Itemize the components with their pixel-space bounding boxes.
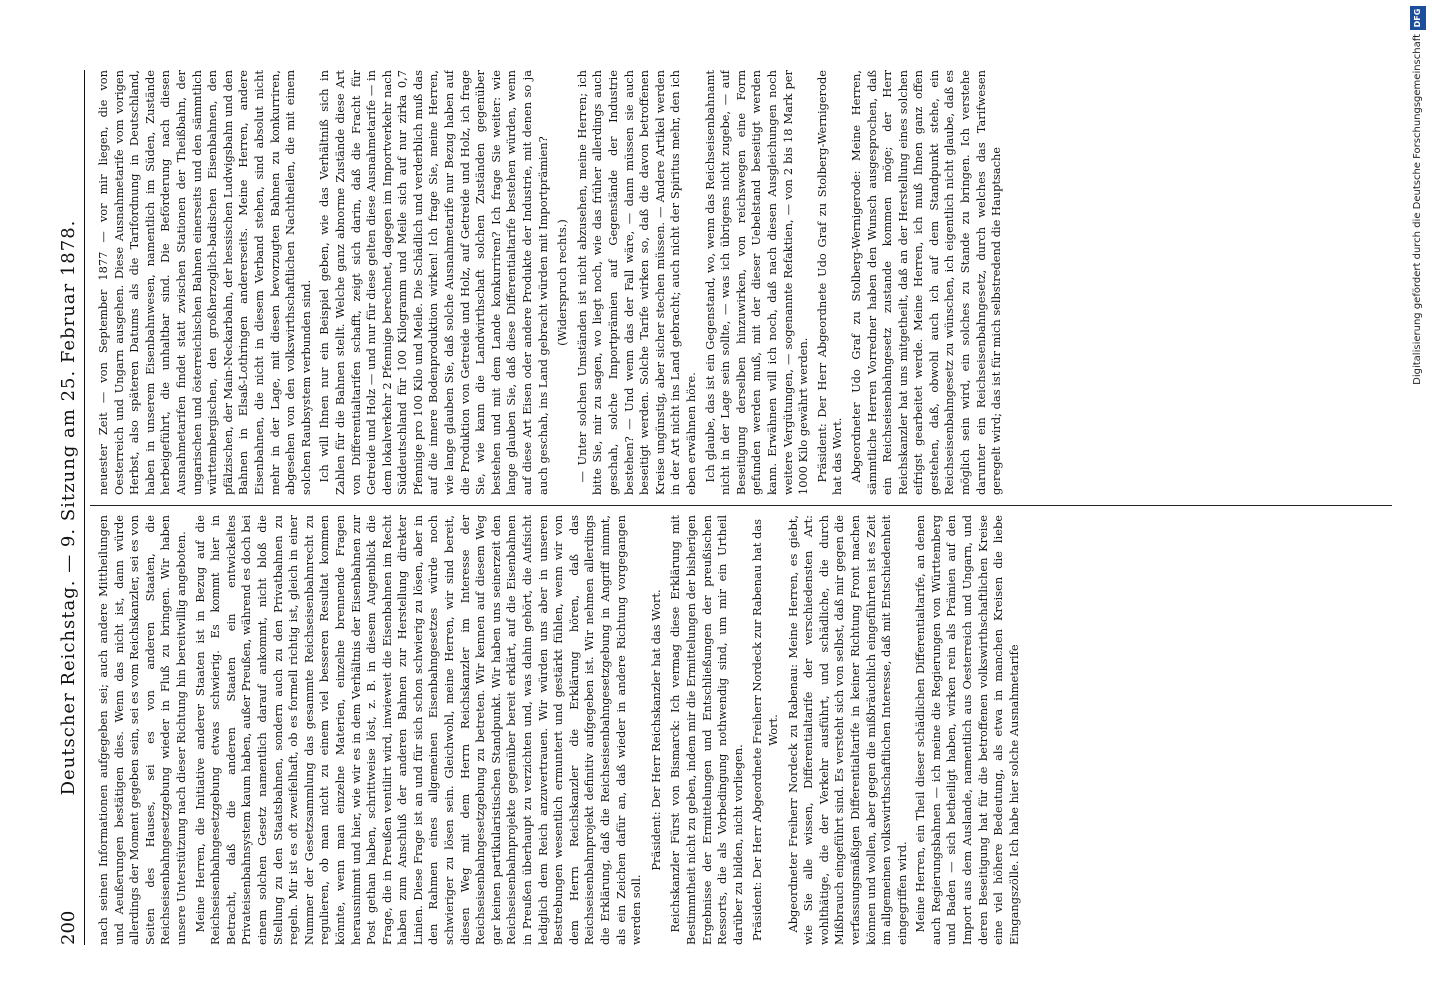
paragraph: — Unter solchen Umständen ist nicht abzusehen, meine Herren; ich bitte Sie, mir zu sagen, wo liegt noch, wie das früher allerdings auch geschah, solche Importprämien auf Gegenstände der Industrie bestehen? — Und wenn das der Fall wäre, — dann müssen sie auch beseitigt werden. Solche Tarife wirken so, daß die davon betroffenen Kreise ungünstig, aber sicher stechen müssen. — Andere Artikel werden in der Art nicht ins Land gebracht; auch nicht der Spiritus mehr, den ich eben erwähnen höre.: [574, 70, 698, 495]
dfg-logo-icon: DFG: [1410, 6, 1426, 30]
paragraph: Ich will Ihnen nur ein Beispiel geben, wie das Verhältniß sich in Zahlen für die Bahnen stellt. Welche ganz abnorme Zustände diese Art von Differentialtarifen schafft, zeigt sich darin, daß die Fracht für Getreide und Holz — und nur für diese gelten diese Ausnahmetarife — in dem lokalverkehr 2 Pfennige berechnet, dagegen im Importverkehr nach Süddeutschland für 100 Kilogramm und Meile sich auf nur zirka 0,7 Pfennige pro 100 Kilo und Meile. Die Schädlich und verderblich muß das auf die innere Bodenproduktion wirken! Ich frage Sie, meine Herren, wie lange glauben Sie, daß solche Ausnahmetarife nur Bezug haben auf die Produktion von Getreide und Holz, auf Getreide und Holz, ich frage Sie, wie kann die Landwirthschaft solchen Zuständen gegenüber bestehen und mit dem Lande konkurriren? Ich frage Sie weiter: wie lange glauben Sie, daß diese Differentialtarife bestehen würden, wenn auf diese Art Eisen oder andere Produkte der Industrie, mit denen so ja auch geschah, ins Land gebracht würden mit Importprämien?: [317, 70, 550, 495]
paragraph: Ich glaube, das ist ein Gegenstand, wo, wenn das Reichseisenbahnamt nicht in der Lage sein sollte, — was ich übrigens nicht zugebe, — auf Beseitigung derselben hinzuwirken, von reichswegen eine Form gefunden werden muß, mit der dieser Uebelstand beseitigt werden kann. Erwähnen will ich noch, daß nach diesen Ausgleichungen noch weitere Vergütungen, — sogenannte Refaktien, — von 2 bis 18 Mark per 1000 Kilo gewährt werden.: [702, 70, 811, 495]
page-footer: [1404, 0, 1426, 1000]
paragraph: Reichskanzler Fürst von Bismarck: Ich vermag diese Erklärung mit Bestimmtheit nicht zu geben, indem mir die Ermittelungen der bisherigen Ergebnisse der Ermittelungen und Entschließungen der preußischen Ressorts, die als Vorbedingung nothwendig sind, um mir ein Urtheil darüber zu bilden, nicht vorliegen.: [668, 515, 745, 945]
speaker-line: Präsident: Der Herr Reichskanzler hat das Wort.: [648, 589, 663, 871]
paragraph: Meine Herren, die Initiative anderer Staaten ist in Bezug auf die Reichseisenbahngesetzgebung etwas schwierig. Es kommt hier in Betracht, daß die anderen Staaten ein entwickeltes Privateisenbahnsystem kaum haben, außer Preußen, während es doch bei einem solchen Gesetz namentlich darauf ankommt, nicht bloß die Stellung zu den Staatsbahnen, sondern auch zu den Privatbahnen zu regeln. Mir ist es oft zweifelhaft, ob es formell richtig ist, gleich in einer Nummer der Gesetzsammlung das gesammte Reichseisenbahnrecht zu regulieren, ob man nicht zu einem viel besseren Resultat kommen könnte, wenn man einzelne Materien, einzelne brennende Fragen herausnimmt und hier, wie wir es in dem Verhältnis der Eisenbahnen zur Post gethan haben, schrittweise löst, z. B. in diesem Augenblick die Frage, die in Preußen ventilirt wird, inwieweit die Eisenbahnen im Recht haben zum Anschluß der anderen Bahnen zur Herstellung direkter Linien. Diese Frage ist an und für sich schon schwierig zu lösen, aber in den Rahmen eines allgemeinen Eisenbahngesetzes würde noch schwieriger zu lösen sein. Gleichwohl, meine Herren, wir sind bereit, diesen Weg mit dem Herrn Reichskanzler im Interesse der Reichseisenbahngesetzgebung zu betreten. Wir kennen auf diesem Weg gar keinen partikularistischen Standpunkt. Wir haben uns seinerzeit den Reichseisenbahnprojekte gegenüber bereit erklärt, auf die Eisenbahnen in Preußen überhaupt zu verzichten und, was dahin gehört, die Aufsicht lediglich dem Reich anzuvertrauen. Wir würden uns aber in unseren Bestrebungen wesentlich ermuntert und gestärkt fühlen, wenn wir von dem Herrn Reichskanzler die Erklärung hören, daß das Reichseisenbahnprojekt definitiv aufgegeben ist. Wir nehmen allerdings die Erklärung, daß die Reichseisenbahngesetzgebung in Angriff nimmt, als ein Zeichen dafür an, daß wieder in andere Richtung vorgegangen werden soll.: [192, 515, 644, 945]
speaker-line: Präsident: Der Herr Abgeordnete Freiherr Nordeck zur Rabenau hat das Wort.: [750, 519, 780, 942]
right-column: [96, 70, 1392, 495]
page-header: [56, 70, 82, 945]
paragraph: Meine Herren, ein Theil dieser schädlichen Differentialtarife, an denen auch Regierungsbahnen — ich meine die Regierungen von Württemberg und Baden — sich betheiligt haben, wirken rein als Prämien auf den Import aus dem Auslande, namentlich aus Oesterreich und Ungarn, und deren Beseitigung hat für die betroffenen volkswirthschaftlichen Kreise eine viel höhere Bedeutung, als etwa in manchen Kreisen die liebe Eingangszölle. Ich habe hier solche Ausnahmetarife: [913, 515, 1021, 945]
speaker-line: Präsident: Der Herr Abgeordnete Udo Graf zu Stolberg-Wernigerode hat das Wort.: [814, 70, 845, 495]
header-rule: [84, 70, 85, 945]
paragraph: nach seinen Informationen aufgegeben sei; auch andere Mittheilungen und Aeußerungen bestätigen dies. Wenn das nicht ist, dann würde allerdings der Moment gegeben sein, sei es vom Reichskanzler, sei es von Seiten des Hauses, sei es von anderen Staaten, die Reichseisenbahngesetzgebung wieder in Fluß zu bringen. Wir haben unsere Unterstützung nach dieser Richtung hin bereitwillig angeboten.: [96, 515, 188, 945]
paragraph: neuester Zeit — von September 1877 — vor mir liegen, die von Oesterreich und Ungarn ausgehen. Diese Ausnahmetarife vom vorigen Herbst, also späteren Datums als die Tarifordnung in Deutschland, haben in unserem Eisenbahnwesen, namentlich im Süden, Zustände herbeigeführt, die unhaltbar sind. Die Beförderung nach diesen Ausnahmetarifen findet statt zwischen Stationen der Theißbahn, der ungarischen und österreichischen Bahnen einerseits und den sämmtlich württembergischen, den großherzoglich-badischen Eisenbahnen, den pfälzischen, der Main-Neckarbahn, der hessischen Ludwigsbahn und den Bahnen in Elsaß-Lothringen andererseits. Meine Herren, andere Eisenbahnen, die nicht in diesem Verband stehen, sind absolut nicht mehr in der Lage, mit diesen bevorzugten Bahnen zu konkurriren, abgesehen von den volkswirthschaftlichen Nachtheilen, die mit einem solchen Raubsystem verbunden sind.: [96, 70, 313, 495]
left-column: [96, 515, 1392, 945]
paragraph: Abgeordneter Freiherr Nordeck zu Rabenau: Meine Herren, es giebt, wie Sie alle wissen, Differentialtarife der verschiedensten Art: wohlthätige, die der Verkehr ausführt, und schädliche, die durch Mißbrauch eingeführt sind. Es versteht sich von selbst, daß mir gegen die verfassungsmäßigen Differentialtarife in keiner Richtung Front machen können und wollen, aber gegen die mißbräuchlich eingeführten ist es Zeit im allgemeinen volkswirthschaftlichen Interesse, daß mit Entschiedenheit eingegriffen wird.: [785, 515, 909, 945]
column-divider: [90, 505, 1392, 506]
running-title: Deutscher Reichstag. — 9. Sitzung am 25. Februar 1878.: [58, 219, 79, 796]
interjection: (Widerspruch rechts.): [555, 219, 570, 346]
page-number: 200: [58, 910, 79, 945]
paragraph: Abgeordneter Udo Graf zu Stolberg-Wernigerode: Meine Herren, sämmtliche Herren Vorredner haben den Wunsch ausgesprochen, daß ein Reichseisenbahngesetz zustande kommen möge; der Herr Reichskanzler hat uns mitgetheilt, daß an der Herstellung eines solchen eifrigst gearbeitet werde. Meine Herren, ich muß Ihnen ganz offen gestehen, daß, obwohl auch ich auf dem Standpunkt stehe, ein Reichseisenbahngesetz zu wünschen, ich eigentlich nicht glaube, daß es möglich sein wird, ein solches zu Stande zu bringen. Ich verstehe darunter ein Reichseisenbahngesetz, durch welches das Tarifwesen geregelt wird; das ist für mich selbstredend die Hauptsache: [848, 70, 1004, 495]
digitization-credit: Digitalisierung gefördert durch die Deutsche Forschungsgemeinschaft: [1412, 34, 1423, 385]
